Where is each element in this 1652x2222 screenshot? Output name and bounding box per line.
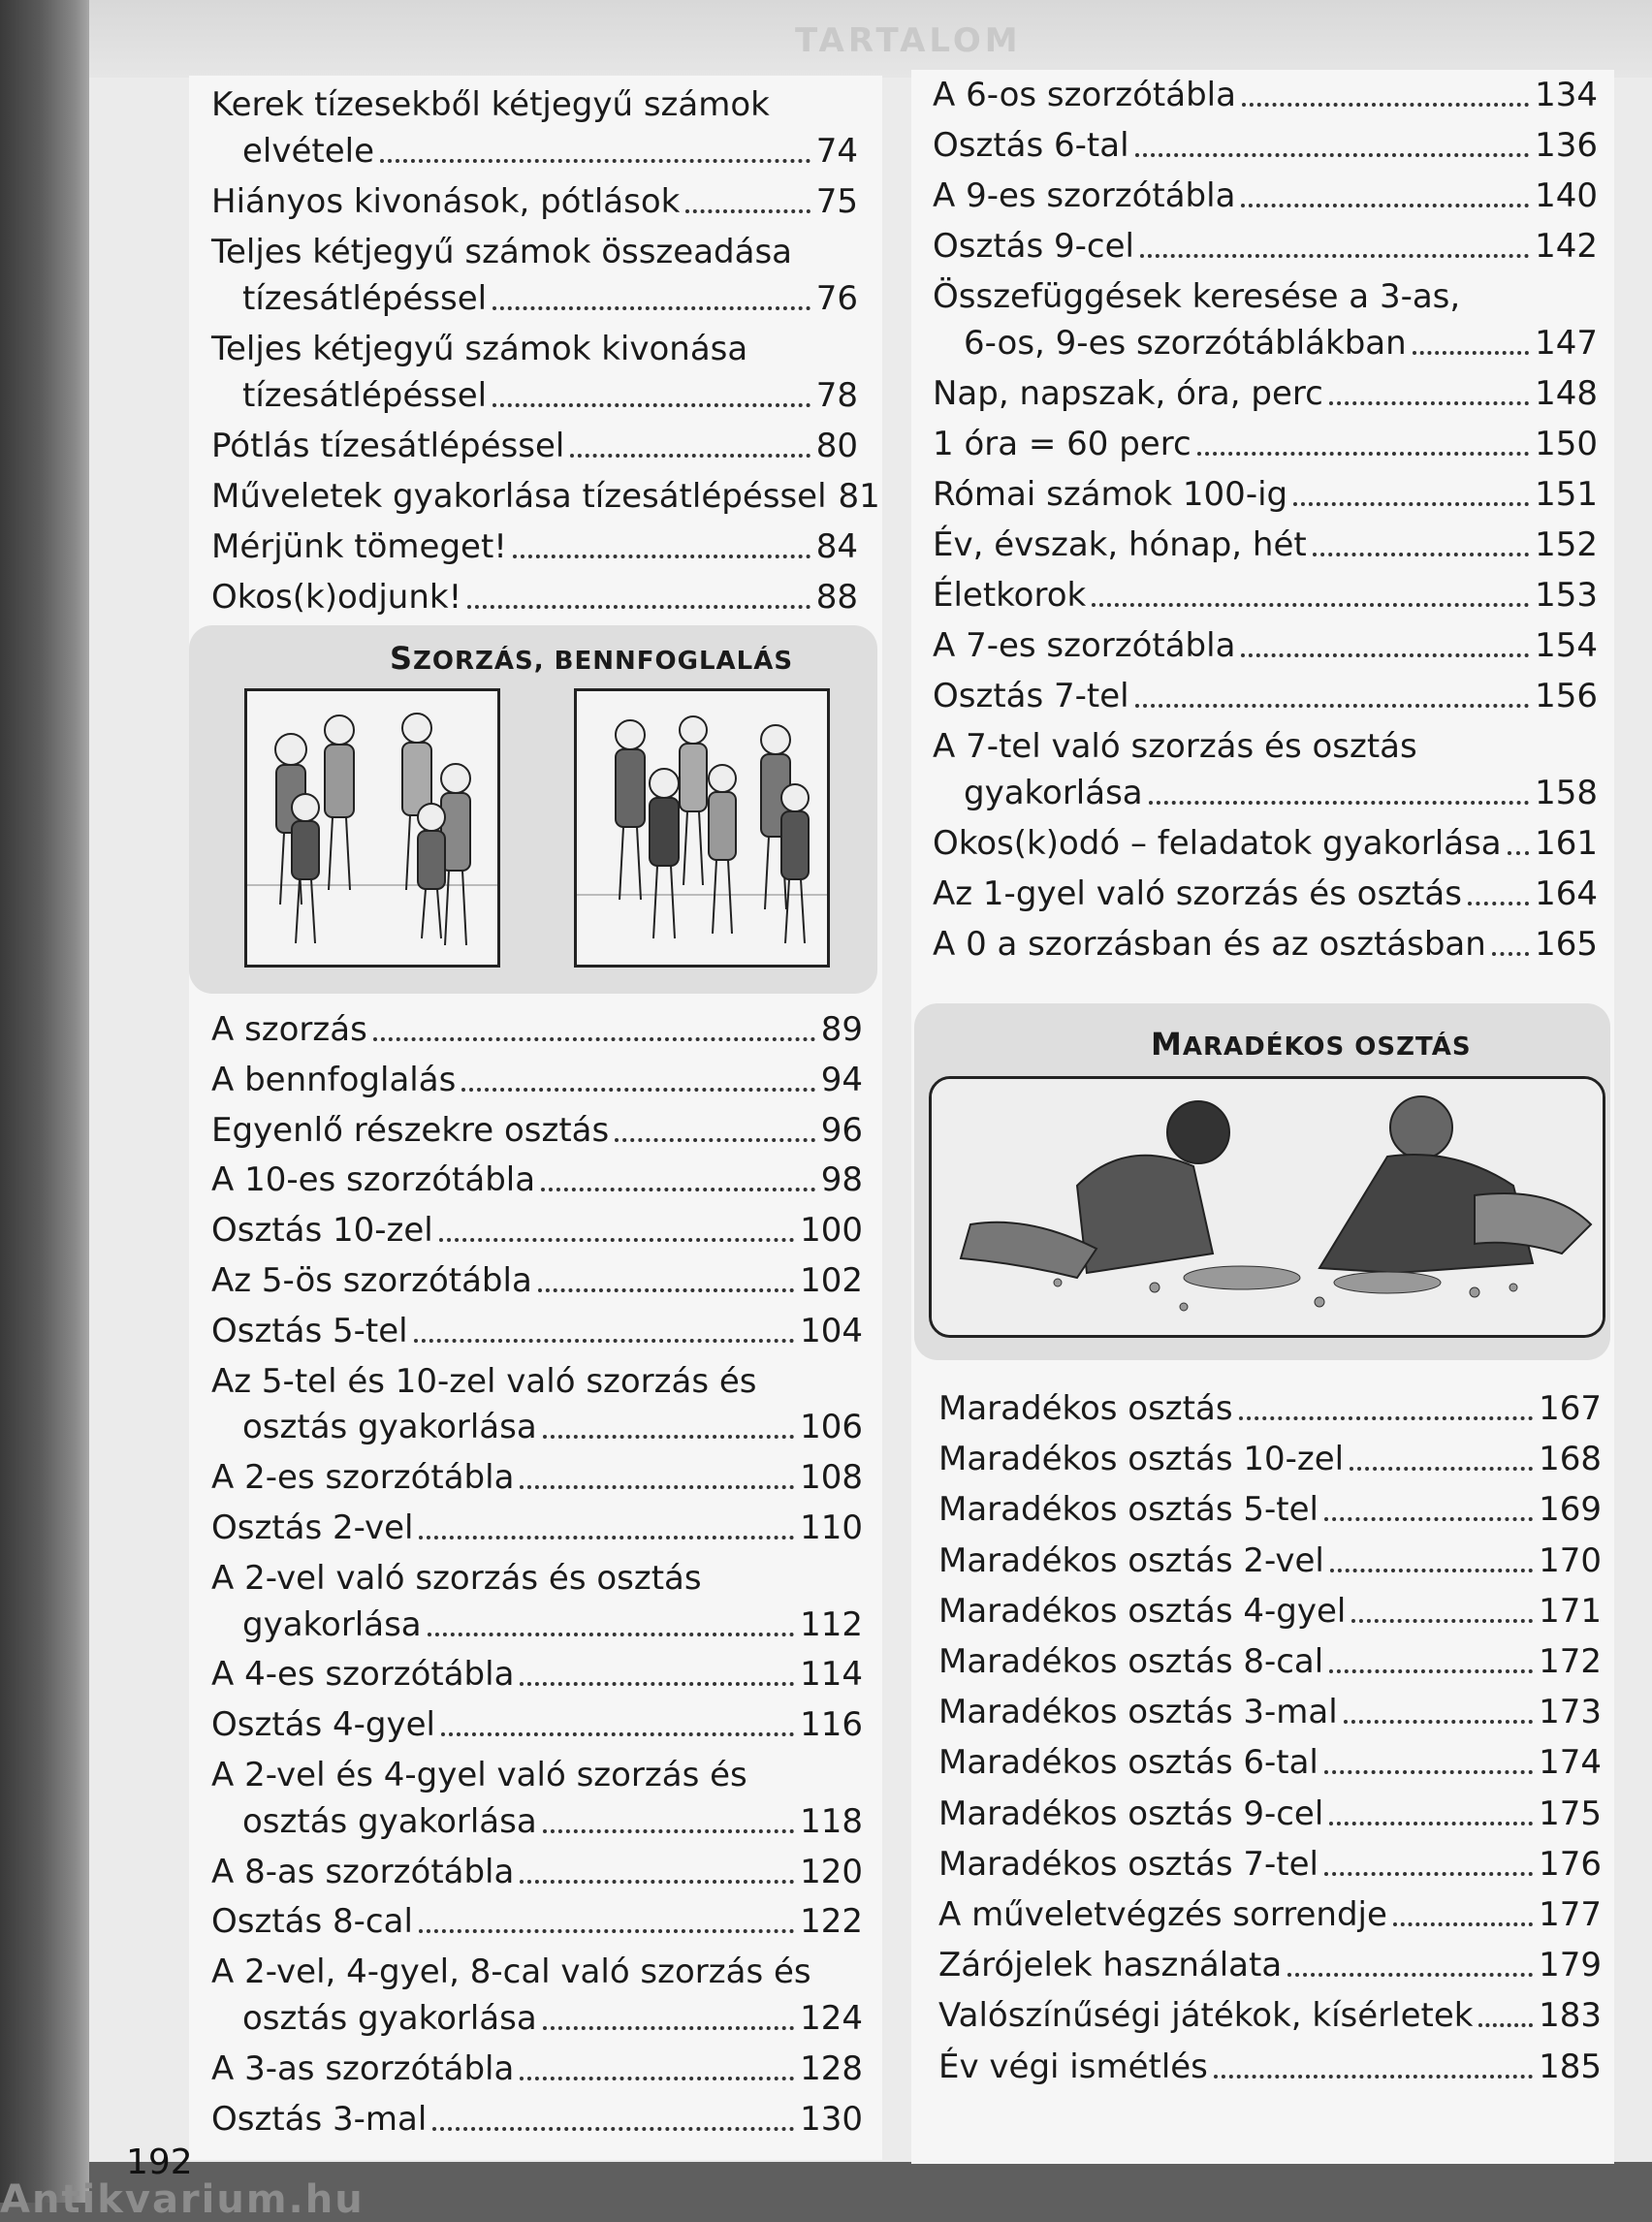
- toc-entry[interactable]: [242, 1802, 863, 1841]
- toc-entry[interactable]: [938, 1440, 1602, 1478]
- watermark: Antikvarium.hu: [0, 2177, 365, 2222]
- toc-entry-line1: A 2-vel való szorzás és osztás: [211, 1558, 702, 1598]
- toc-dot-leader: [520, 1485, 794, 1489]
- toc-entry[interactable]: [211, 1160, 863, 1199]
- toc-entry-page: 170: [1539, 1540, 1602, 1580]
- toc-entry-title: Osztás 6-tal: [933, 126, 1129, 165]
- toc-entry-title: gyakorlása: [242, 1604, 422, 1644]
- toc-entry-page: 177: [1539, 1895, 1602, 1934]
- toc-entry-title: osztás gyakorlása: [242, 1801, 537, 1841]
- toc-dot-leader: [1344, 1720, 1533, 1724]
- toc-entry-page: 171: [1539, 1591, 1602, 1631]
- toc-entry-title: Osztás 8-cal: [211, 1902, 413, 1942]
- toc-entry[interactable]: [211, 1312, 863, 1350]
- toc-entry[interactable]: [933, 677, 1598, 715]
- toc-entry[interactable]: [933, 425, 1598, 463]
- toc-entry-page: 174: [1539, 1743, 1602, 1783]
- toc-dot-leader: [1324, 1517, 1533, 1521]
- toc-entry-title: Okos(k)odjunk!: [211, 578, 462, 617]
- toc-entry-title: A 3-as szorzótábla: [211, 2048, 515, 2088]
- toc-entry-title: 1 óra = 60 perc: [933, 425, 1191, 463]
- toc-dot-leader: [1351, 1619, 1533, 1623]
- toc-dot-leader: [541, 1188, 815, 1191]
- toc-entry-line1: Az 5-tel és 10-zel való szorzás és: [211, 1361, 757, 1401]
- toc-entry[interactable]: [211, 1508, 863, 1547]
- book-spine: [0, 0, 89, 2203]
- toc-entry[interactable]: [964, 324, 1598, 363]
- toc-entry-page: 98: [820, 1160, 863, 1200]
- toc-entry[interactable]: [933, 374, 1598, 413]
- toc-entry-title: Osztás 9-cel: [933, 227, 1134, 266]
- toc-entry-title: A 2-es szorzótábla: [211, 1458, 515, 1498]
- toc-entry-page: 112: [800, 1604, 863, 1644]
- toc-entry[interactable]: [211, 2049, 863, 2088]
- toc-dot-leader: [373, 1037, 815, 1041]
- toc-dot-leader: [1092, 603, 1529, 607]
- toc-dot-leader: [419, 1536, 794, 1540]
- children-counting-pebbles-photo: [929, 1076, 1605, 1338]
- toc-entry[interactable]: [938, 1389, 1602, 1428]
- toc-entry[interactable]: [211, 1111, 863, 1150]
- toc-entry-line1: A 2-vel és 4-gyel való szorzás és: [211, 1756, 747, 1794]
- toc-dot-leader: [685, 209, 810, 213]
- toc-entry-page: 179: [1539, 1946, 1602, 1985]
- toc-entry-page: 164: [1535, 874, 1598, 913]
- toc-entry[interactable]: [938, 1996, 1602, 2035]
- toc-entry-page: 134: [1535, 76, 1598, 114]
- toc-entry-title: Maradékos osztás 9-cel: [938, 1793, 1324, 1833]
- toc-entry-page: 128: [800, 2048, 863, 2088]
- toc-dot-leader: [520, 1682, 794, 1686]
- toc-dot-leader: [513, 555, 810, 558]
- toc-dot-leader: [570, 454, 810, 458]
- toc-entry[interactable]: [938, 1693, 1602, 1731]
- toc-dot-leader: [1324, 1872, 1533, 1876]
- toc-entry-page: 154: [1535, 626, 1598, 665]
- toc-entry[interactable]: [211, 1010, 863, 1049]
- toc-entry-page: 168: [1539, 1440, 1602, 1479]
- toc-entry[interactable]: [933, 227, 1598, 266]
- toc-dot-leader: [414, 1339, 794, 1343]
- toc-entry-title: tízesátlépéssel: [242, 376, 488, 415]
- toc-entry[interactable]: [933, 76, 1598, 114]
- toc-entry[interactable]: [933, 475, 1598, 514]
- toc-dot-leader: [1478, 2023, 1533, 2027]
- toc-dot-leader: [461, 1088, 814, 1092]
- toc-entry-page: 100: [800, 1211, 863, 1251]
- toc-entry-title: Maradékos osztás 4-gyel: [938, 1591, 1347, 1631]
- toc-entry-title: Nap, napszak, óra, perc: [933, 374, 1323, 413]
- toc-entry-page: 120: [800, 1852, 863, 1891]
- toc-dot-leader: [419, 1929, 794, 1933]
- toc-entry[interactable]: [938, 1743, 1602, 1782]
- toc-dot-leader: [439, 1238, 794, 1242]
- toc-entry-page: 106: [800, 1408, 863, 1447]
- toc-entry[interactable]: [211, 2100, 863, 2139]
- toc-dot-leader: [538, 1288, 794, 1292]
- toc-entry-title: A 10-es szorzótábla: [211, 1160, 536, 1200]
- toc-entry[interactable]: [933, 525, 1598, 564]
- toc-dot-leader: [428, 1633, 794, 1636]
- toc-entry-page: 147: [1535, 324, 1598, 363]
- toc-entry-page: 74: [815, 132, 858, 171]
- children-playing-illustration: [244, 688, 500, 968]
- toc-entry-page: 96: [820, 1110, 863, 1150]
- toc-entry[interactable]: [933, 874, 1598, 913]
- toc-entry[interactable]: [211, 527, 858, 566]
- toc-entry-page: 76: [815, 279, 858, 318]
- toc-dot-leader: [1149, 801, 1529, 805]
- toc-dot-leader: [543, 2026, 794, 2030]
- toc-entry-title: A 6-os szorzótábla: [933, 76, 1236, 114]
- toc-entry[interactable]: [211, 1705, 863, 1744]
- toc-entry-page: 158: [1535, 774, 1598, 812]
- toc-entry-title: Zárójelek használata: [938, 1946, 1283, 1985]
- toc-dot-leader: [1492, 952, 1529, 956]
- toc-entry-line1: A 7-tel való szorzás és osztás: [933, 727, 1417, 766]
- toc-dot-leader: [1241, 204, 1529, 207]
- toc-entry[interactable]: [938, 1592, 1602, 1631]
- toc-entry-title: A szorzás: [211, 1010, 367, 1049]
- section-maradekos-title: MARADÉKOS OSZTÁS: [1151, 1026, 1472, 1063]
- toc-entry-title: Év, évszak, hónap, hét: [933, 525, 1307, 564]
- toc-entry-title: Életkorok: [933, 576, 1087, 615]
- toc-entry-title: osztás gyakorlása: [242, 1408, 537, 1447]
- toc-entry-page: 118: [800, 1801, 863, 1841]
- toc-entry-page: 94: [820, 1060, 863, 1099]
- toc-entry-title: Év végi ismétlés: [938, 2047, 1208, 2086]
- toc-entry-page: 153: [1535, 576, 1598, 615]
- toc-entry-title: A 4-es szorzótábla: [211, 1655, 515, 1695]
- toc-entry[interactable]: [938, 1946, 1602, 1984]
- toc-entry-title: Az 5-ös szorzótábla: [211, 1261, 532, 1300]
- toc-entry-title: A bennfoglalás: [211, 1060, 457, 1099]
- toc-dot-leader: [520, 1880, 794, 1884]
- toc-entry[interactable]: [933, 176, 1598, 215]
- toc-entry-page: 75: [815, 182, 858, 221]
- toc-entry[interactable]: [211, 578, 858, 617]
- toc-entry-page: 108: [800, 1458, 863, 1498]
- toc-entry-title: Műveletek gyakorlása tízesátlépéssel: [211, 477, 827, 516]
- toc-entry-page: 136: [1535, 126, 1598, 165]
- toc-entry-page: 89: [820, 1010, 863, 1049]
- toc-dot-leader: [1135, 704, 1529, 708]
- toc-entry-page: 172: [1539, 1642, 1602, 1681]
- toc-entry-title: Osztás 5-tel: [211, 1311, 408, 1350]
- toc-dot-leader: [1197, 452, 1529, 456]
- toc-dot-leader: [1140, 254, 1529, 258]
- toc-entry-title: Maradékos osztás: [938, 1389, 1233, 1428]
- toc-entry[interactable]: [933, 576, 1598, 615]
- toc-entry[interactable]: [933, 925, 1598, 964]
- children-dancing-illustration: [574, 688, 830, 968]
- toc-entry[interactable]: [938, 1490, 1602, 1529]
- toc-entry[interactable]: [211, 1853, 863, 1891]
- toc-entry-title: Maradékos osztás 10-zel: [938, 1440, 1345, 1479]
- toc-entry[interactable]: [938, 2047, 1602, 2086]
- toc-entry-page: 88: [815, 578, 858, 617]
- toc-entry-line1: A 2-vel, 4-gyel, 8-cal való szorzás és: [211, 1952, 811, 1992]
- toc-entry-title: elvétele: [242, 132, 375, 171]
- toc-entry-page: 167: [1539, 1389, 1602, 1428]
- toc-entry-page: 84: [815, 527, 858, 566]
- toc-dot-leader: [1329, 1669, 1533, 1673]
- toc-entry[interactable]: [211, 182, 858, 221]
- toc-dot-leader: [520, 2077, 794, 2080]
- toc-entry-line1: Kerek tízesekből kétjegyű számok: [211, 85, 770, 124]
- toc-entry-title: Egyenlő részekre osztás: [211, 1110, 610, 1150]
- toc-entry-page: 185: [1539, 2047, 1602, 2086]
- toc-entry-title: Maradékos osztás 3-mal: [938, 1693, 1338, 1732]
- toc-dot-leader: [1330, 1569, 1533, 1572]
- toc-dot-leader: [1350, 1467, 1533, 1471]
- toc-entry-line1: Teljes kétjegyű számok kivonása: [211, 330, 748, 368]
- toc-entry-title: Osztás 2-vel: [211, 1508, 414, 1547]
- toc-entry-page: 102: [800, 1261, 863, 1300]
- section-szorzas-title: SZORZÁS, BENNFOGLALÁS: [390, 640, 794, 677]
- toc-entry-title: Az 1-gyel való szorzás és osztás: [933, 874, 1462, 913]
- toc-entry-title: A 7-es szorzótábla: [933, 626, 1236, 665]
- toc-entry-page: 183: [1539, 1996, 1602, 2036]
- toc-dot-leader: [1214, 2075, 1533, 2079]
- toc-entry[interactable]: [211, 1902, 863, 1941]
- toc-entry-page: 175: [1539, 1793, 1602, 1833]
- toc-dot-leader: [1287, 1973, 1533, 1977]
- toc-dot-leader: [492, 403, 810, 407]
- toc-entry-page: 173: [1539, 1693, 1602, 1732]
- toc-entry-page: 165: [1535, 925, 1598, 964]
- toc-entry[interactable]: [933, 824, 1598, 863]
- toc-entry-page: 142: [1535, 227, 1598, 266]
- toc-entry-title: Maradékos osztás 5-tel: [938, 1490, 1318, 1530]
- toc-dot-leader: [1468, 902, 1529, 905]
- toc-entry-title: osztás gyakorlása: [242, 1999, 537, 2038]
- toc-entry-title: Maradékos osztás 7-tel: [938, 1844, 1318, 1884]
- toc-entry-title: Osztás 4-gyel: [211, 1705, 435, 1745]
- toc-dot-leader: [432, 2127, 794, 2131]
- toc-entry[interactable]: [242, 279, 858, 318]
- toc-entry-page: 148: [1535, 374, 1598, 413]
- toc-dot-leader: [1293, 502, 1529, 506]
- toc-entry[interactable]: [938, 1794, 1602, 1833]
- toc-dot-leader: [1413, 351, 1529, 355]
- toc-entry[interactable]: [242, 1999, 863, 2038]
- toc-dot-leader: [380, 159, 810, 163]
- toc-entry-title: tízesátlépéssel: [242, 279, 488, 318]
- toc-dot-leader: [441, 1732, 794, 1736]
- toc-entry-title: Osztás 3-mal: [211, 2099, 428, 2139]
- toc-entry-page: 78: [815, 376, 858, 415]
- toc-entry[interactable]: [938, 1541, 1602, 1580]
- toc-dot-leader: [1239, 1416, 1534, 1420]
- toc-entry[interactable]: [933, 626, 1598, 665]
- toc-entry[interactable]: [211, 1655, 863, 1694]
- toc-entry-title: A 0 a szorzásban és az osztásban: [933, 925, 1486, 964]
- toc-entry-title: Maradékos osztás 6-tal: [938, 1743, 1318, 1783]
- toc-entry-title: 6-os, 9-es szorzótáblákban: [964, 324, 1407, 363]
- toc-entry-page: 116: [800, 1705, 863, 1745]
- toc-entry[interactable]: [242, 132, 858, 171]
- toc-dot-leader: [543, 1435, 794, 1439]
- toc-entry-title: Római számok 100-ig: [933, 475, 1288, 514]
- toc-dot-leader: [1508, 851, 1529, 855]
- toc-dot-leader: [615, 1138, 815, 1142]
- toc-entry-title: Valószínűségi játékok, kísérletek: [938, 1996, 1474, 2036]
- toc-entry-page: 122: [800, 1902, 863, 1942]
- toc-entry-page: 124: [800, 1999, 863, 2038]
- toc-dot-leader: [1313, 553, 1529, 556]
- toc-dot-leader: [1324, 1770, 1533, 1774]
- toc-entry-title: Osztás 10-zel: [211, 1211, 433, 1251]
- toc-entry[interactable]: [938, 1845, 1602, 1884]
- toc-dot-leader: [492, 306, 810, 310]
- toc-entry-page: 81: [838, 477, 880, 516]
- toc-entry[interactable]: [242, 1605, 863, 1644]
- toc-entry-page: 152: [1535, 525, 1598, 564]
- toc-entry-line1: Teljes kétjegyű számok összeadása: [211, 233, 793, 271]
- toc-entry[interactable]: [242, 376, 858, 415]
- toc-entry[interactable]: [211, 427, 858, 465]
- toc-dot-leader: [1329, 1822, 1533, 1825]
- toc-entry-page: 130: [800, 2099, 863, 2139]
- toc-entry-page: 104: [800, 1311, 863, 1350]
- toc-dot-leader: [1329, 401, 1529, 405]
- toc-entry-title: Maradékos osztás 2-vel: [938, 1540, 1324, 1580]
- toc-entry[interactable]: [211, 1458, 863, 1497]
- toc-entry-page: 114: [800, 1655, 863, 1695]
- toc-entry[interactable]: [938, 1642, 1602, 1681]
- toc-entry[interactable]: [933, 126, 1598, 165]
- toc-dot-leader: [1242, 103, 1529, 107]
- toc-entry-page: 156: [1535, 677, 1598, 715]
- toc-entry-page: 169: [1539, 1490, 1602, 1530]
- toc-entry[interactable]: [938, 1895, 1602, 1934]
- toc-entry-title: Pótlás tízesátlépéssel: [211, 427, 565, 465]
- toc-dot-leader: [1135, 153, 1530, 157]
- toc-entry-page: 150: [1535, 425, 1598, 463]
- toc-entry[interactable]: [211, 477, 880, 516]
- toc-dot-leader: [543, 1829, 794, 1833]
- toc-entry-title: A műveletvégzés sorrendje: [938, 1895, 1387, 1934]
- toc-entry-page: 176: [1539, 1844, 1602, 1884]
- toc-entry-title: Maradékos osztás 8-cal: [938, 1642, 1324, 1681]
- toc-entry[interactable]: [242, 1408, 863, 1446]
- toc-entry-title: A 9-es szorzótábla: [933, 176, 1236, 215]
- toc-entry[interactable]: [211, 1261, 863, 1300]
- toc-entry[interactable]: [964, 774, 1598, 812]
- running-title: TARTALOM: [795, 21, 1022, 60]
- toc-entry-title: gyakorlása: [964, 774, 1143, 812]
- toc-entry-page: 161: [1535, 824, 1598, 863]
- toc-entry[interactable]: [211, 1061, 863, 1099]
- toc-entry-title: A 8-as szorzótábla: [211, 1852, 515, 1891]
- toc-entry-page: 151: [1535, 475, 1598, 514]
- toc-entry-page: 80: [815, 427, 858, 465]
- toc-entry[interactable]: [211, 1211, 863, 1250]
- toc-dot-leader: [467, 605, 810, 609]
- toc-entry-title: Okos(k)odó – feladatok gyakorlása: [933, 824, 1502, 863]
- toc-dot-leader: [1393, 1922, 1533, 1926]
- toc-entry-title: Mérjünk tömeget!: [211, 527, 507, 566]
- toc-entry-title: Osztás 7-tel: [933, 677, 1129, 715]
- toc-entry-line1: Összefüggések keresése a 3-as,: [933, 277, 1461, 316]
- page-number: 192: [126, 2143, 193, 2182]
- toc-dot-leader: [1241, 653, 1529, 657]
- toc-entry-title: Hiányos kivonások, pótlások: [211, 182, 681, 221]
- toc-entry-page: 140: [1535, 176, 1598, 215]
- toc-entry-page: 110: [800, 1508, 863, 1547]
